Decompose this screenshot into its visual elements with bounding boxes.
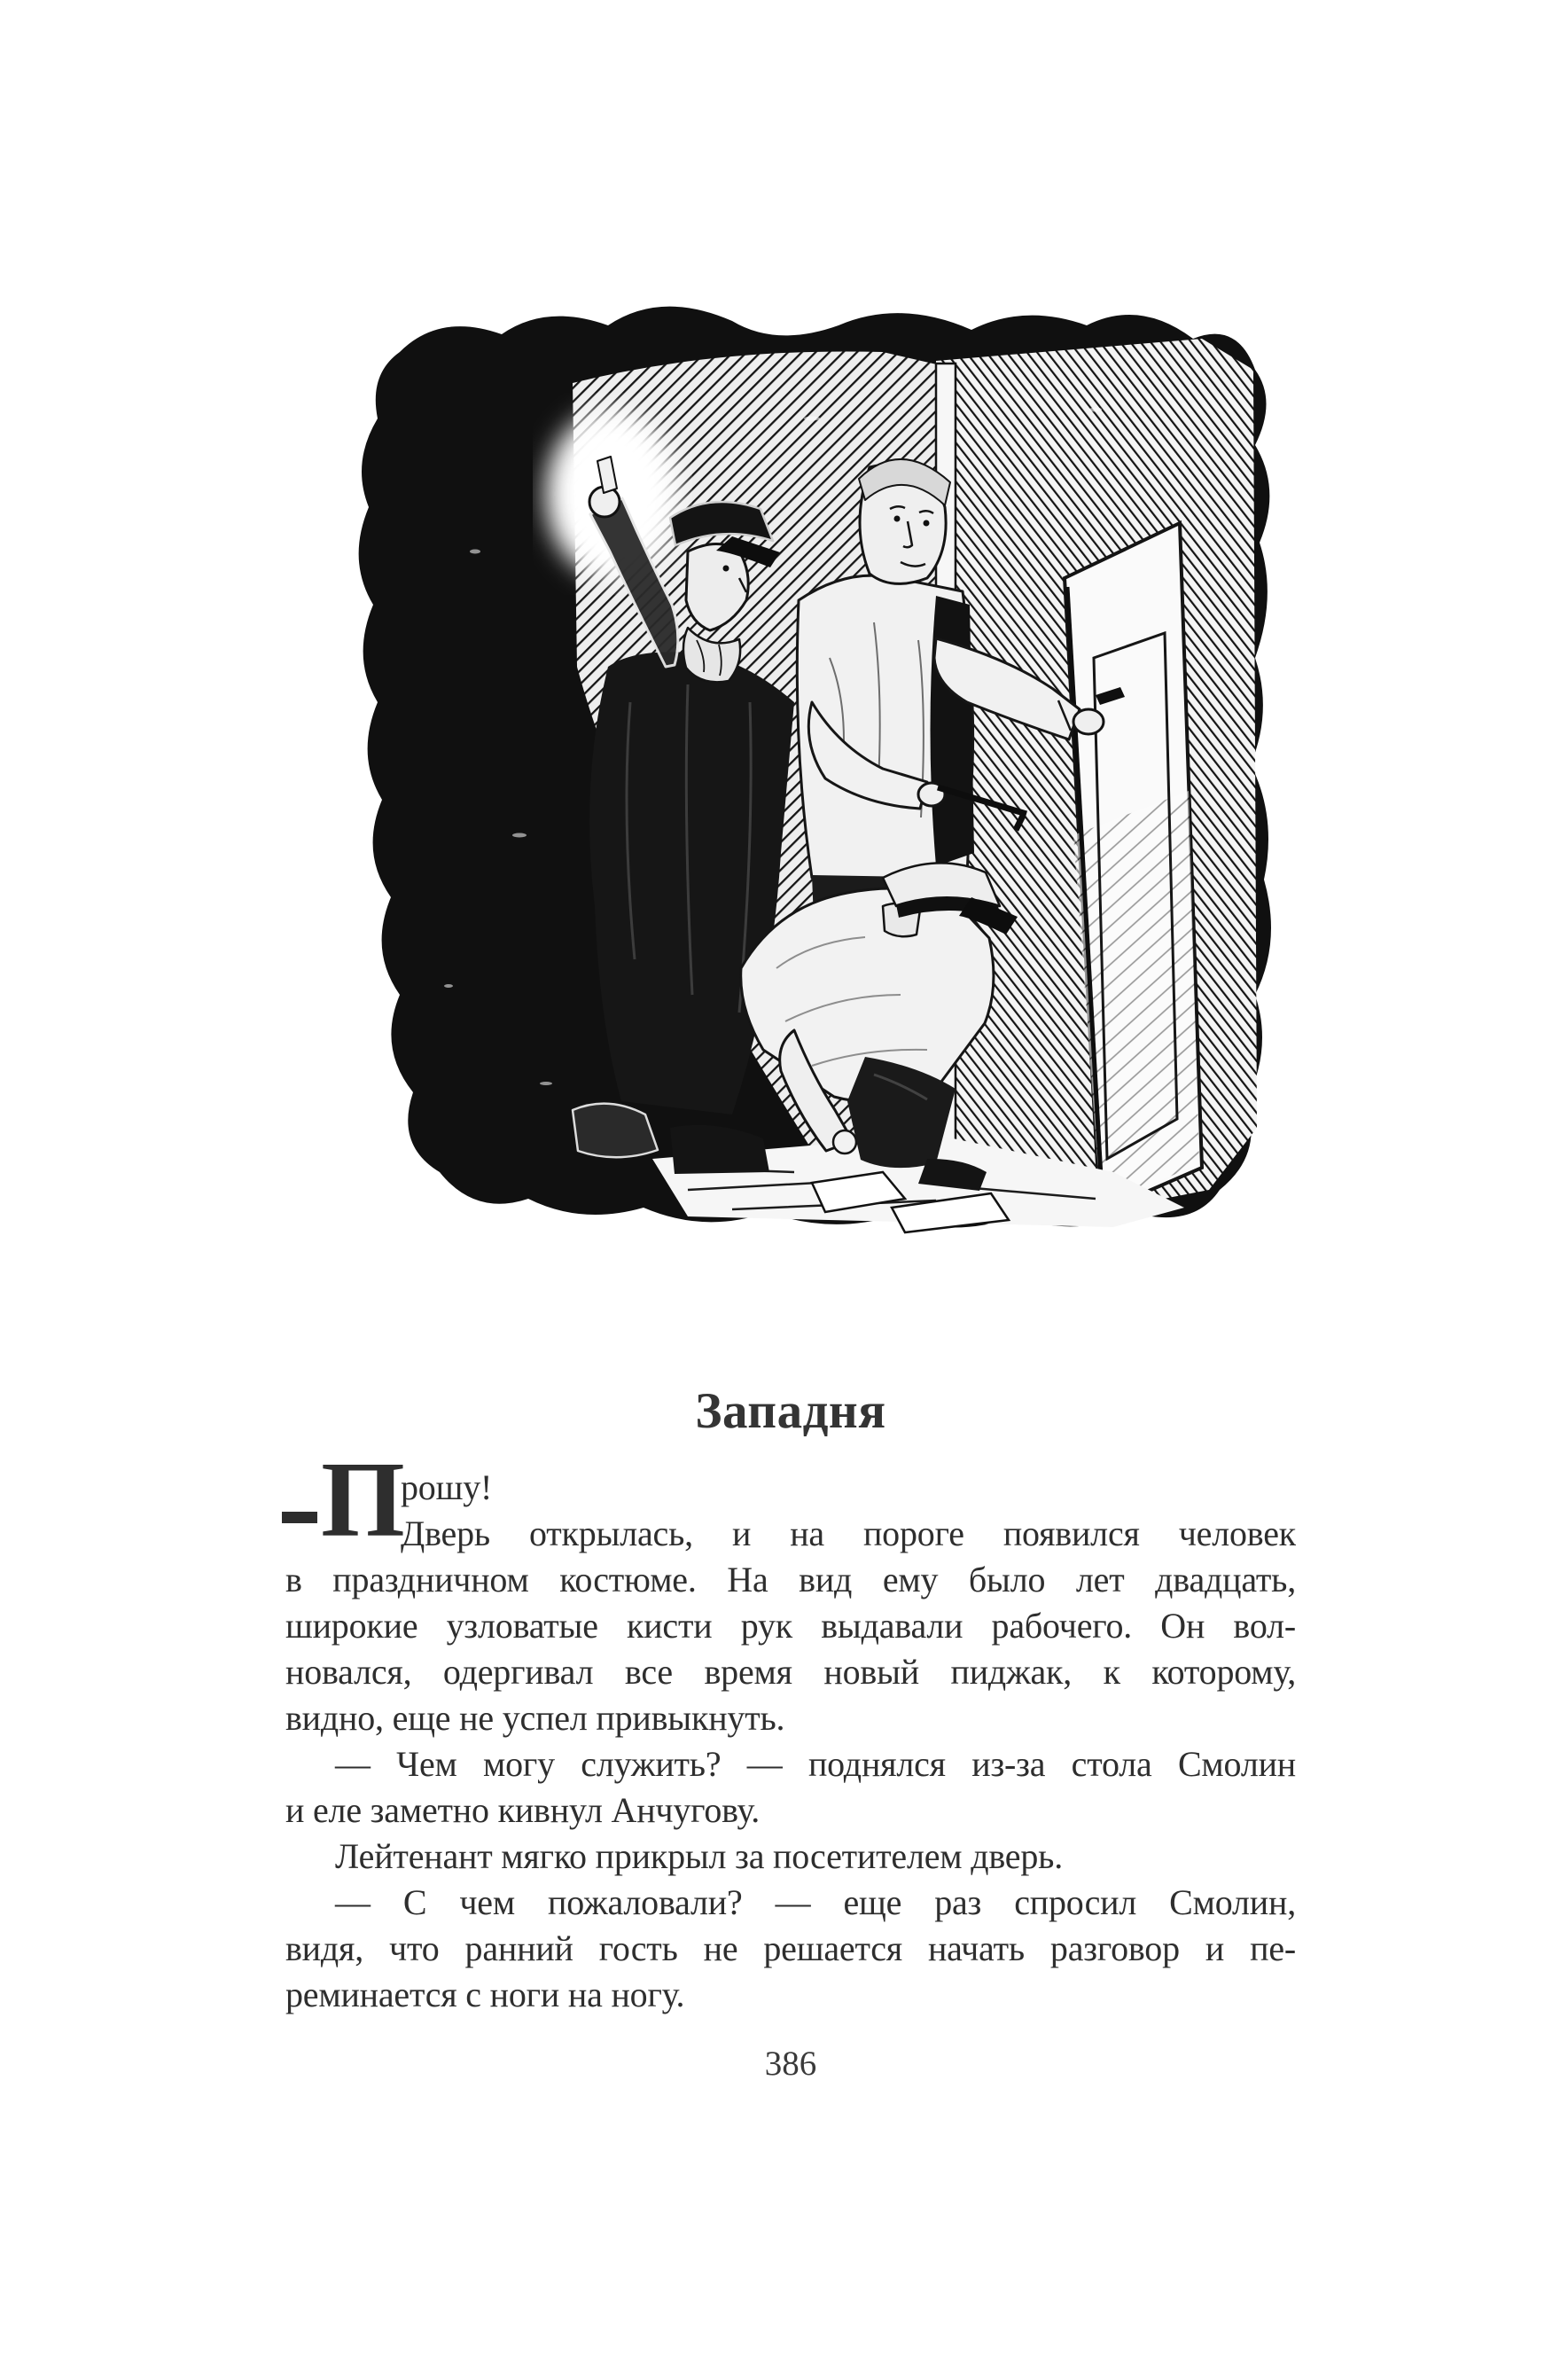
- text-line: и еле заметно кивнул Анчугову.: [285, 1790, 761, 1830]
- dialogue-dash: [282, 1512, 317, 1523]
- hand-on-handle: [1073, 709, 1104, 734]
- text-line: видя, что ранний гость не решается начать разговор и пе-: [285, 1928, 1296, 1968]
- text-line: широкие узловатые кисти рук выдавали рабочего. Он вол-: [285, 1606, 1296, 1646]
- text-line: Лейтенант мягко прикрыл за посетителем дверь.: [335, 1836, 1064, 1876]
- text-line: — С чем пожаловали? — еще раз спросил Смолин,: [335, 1882, 1296, 1922]
- body-text: [285, 1440, 1296, 2018]
- chapter-title: Западня: [695, 1383, 886, 1439]
- vest: [931, 596, 975, 866]
- drop-cap: [282, 1440, 405, 1562]
- text-line: в праздничном костюме. На вид ему было лет двадцать,: [285, 1560, 1296, 1599]
- drop-cap-letter: П: [321, 1440, 405, 1560]
- ink-drawing-three-men-at-door: [316, 285, 1282, 1241]
- text-line: — Чем могу служить? — поднялся из-за стола Смолин: [335, 1744, 1296, 1784]
- text-line: Дверь открылась, и на пороге появился человек: [401, 1513, 1296, 1553]
- page-number: 386: [764, 2045, 817, 2083]
- text-line: реминается с ноги на ногу.: [285, 1975, 685, 2014]
- text-line: рошу!: [401, 1467, 493, 1507]
- chapter-illustration: [316, 285, 1282, 1241]
- text-line: новался, одергивал все время новый пиджак, к которому,: [285, 1652, 1296, 1692]
- text-line: видно, еще не успел привыкнуть.: [285, 1698, 785, 1738]
